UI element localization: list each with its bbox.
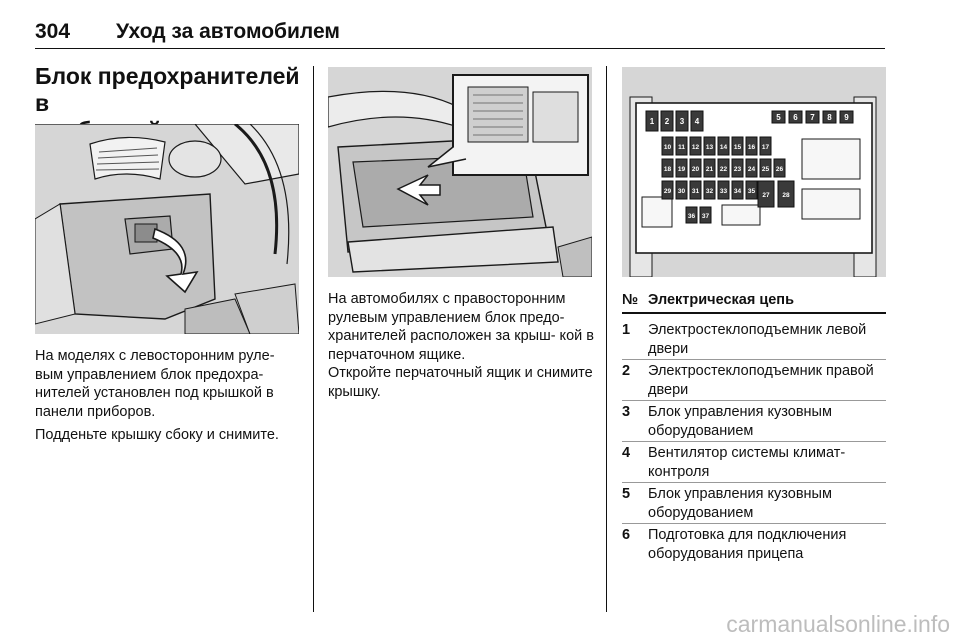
fuse-label-32: 32 <box>705 188 714 195</box>
fuse-label-25: 25 <box>761 166 770 173</box>
row-text: Электростеклоподъемник левой двери <box>648 322 867 357</box>
fuse-label-20: 20 <box>691 166 700 173</box>
row-text: Вентилятор системы климат- контроля <box>648 445 846 480</box>
fuse-label-6: 6 <box>793 113 798 122</box>
fuse-label-19: 19 <box>677 166 686 173</box>
row-text: Блок управления кузовным оборудованием <box>648 404 832 439</box>
figure-lhd-illustration <box>35 124 299 334</box>
middle-paragraph-1: На автомобилях с правосторонним рулевым управлением блок предо- хранителей расположен за крыш- кой в перчаточном ящике. <box>328 291 594 363</box>
figure-rhd-illustration <box>328 67 592 277</box>
row-number: 2 <box>622 363 631 379</box>
figure-fusebox-layout <box>622 67 886 277</box>
watermark: carmanualsonline.info <box>726 611 950 637</box>
fuse-label-11: 11 <box>678 144 685 151</box>
fuse-label-3: 3 <box>679 117 685 126</box>
middle-paragraph-2: Откройте перчаточный ящик и снимите крышку. <box>328 365 593 400</box>
column-divider-right <box>606 66 607 612</box>
row-number: 6 <box>622 527 631 543</box>
fuse-label-2: 2 <box>664 117 670 126</box>
fuse-label-5: 5 <box>776 113 781 122</box>
fuse-label-14: 14 <box>719 144 728 151</box>
row-text: Электростеклоподъемник правой двери <box>648 363 874 398</box>
table-col-number: № <box>622 292 639 308</box>
table-col-circuit: Электрическая цепь <box>648 292 794 308</box>
left-paragraph-2: Подденьте крышку сбоку и снимите. <box>35 427 279 443</box>
table-row <box>622 362 886 401</box>
fuse-label-16: 16 <box>747 144 756 151</box>
fuse-label-35: 35 <box>747 188 756 195</box>
figure-lhd-dashboard <box>35 124 299 334</box>
fuse-label-29: 29 <box>663 188 672 195</box>
circuit-table-header <box>622 292 886 314</box>
fuse-label-4: 4 <box>694 117 700 126</box>
section-title-line1: Блок предохранителей в <box>35 63 300 116</box>
fuse-label-24: 24 <box>747 166 756 173</box>
fuse-label-31: 31 <box>691 188 700 195</box>
fuse-label-22: 22 <box>719 166 728 173</box>
fuse-label-27: 27 <box>762 192 770 199</box>
fuse-label-36: 36 <box>687 213 696 220</box>
row-text: Подготовка для подключения оборудования прицепа <box>648 527 847 562</box>
fuse-label-37: 37 <box>701 213 710 220</box>
table-row <box>622 485 886 524</box>
fusebox-diagram <box>622 67 886 277</box>
header-rule <box>35 48 885 49</box>
table-row <box>622 321 886 360</box>
fuse-label-7: 7 <box>810 113 815 122</box>
running-title: Уход за автомобилем <box>116 20 340 43</box>
table-row <box>622 403 886 442</box>
row-number: 3 <box>622 404 631 420</box>
fuse-label-8: 8 <box>827 113 832 122</box>
fuse-label-1: 1 <box>649 117 655 126</box>
figure-rhd-glovebox <box>328 67 592 277</box>
fuse-label-34: 34 <box>733 188 742 195</box>
fuse-label-30: 30 <box>677 188 686 195</box>
column-divider-left <box>313 66 314 612</box>
left-paragraph-1: На моделях с левосторонним руле- вым управлением блок предохра- нителей установлен под крышкой в панели приборов. <box>35 348 275 420</box>
table-row <box>622 526 886 564</box>
row-text: Блок управления кузовным оборудованием <box>648 486 832 521</box>
fuse-label-9: 9 <box>844 113 849 122</box>
page-number: 304 <box>35 20 71 43</box>
table-row <box>622 444 886 483</box>
page-header <box>35 14 885 48</box>
row-number: 5 <box>622 486 631 502</box>
fuse-label-26: 26 <box>775 166 784 173</box>
fuse-label-15: 15 <box>733 144 742 151</box>
fuse-label-12: 12 <box>691 144 700 151</box>
fuse-label-21: 21 <box>705 166 714 173</box>
row-number: 1 <box>622 322 631 338</box>
fuse-label-18: 18 <box>663 166 672 173</box>
fuse-label-17: 17 <box>761 144 770 151</box>
fuse-label-28: 28 <box>782 192 790 199</box>
fuse-label-33: 33 <box>719 188 728 195</box>
fuse-label-23: 23 <box>733 166 742 173</box>
fuse-label-10: 10 <box>663 144 672 151</box>
row-number: 4 <box>622 445 631 461</box>
fuse-label-13: 13 <box>705 144 714 151</box>
